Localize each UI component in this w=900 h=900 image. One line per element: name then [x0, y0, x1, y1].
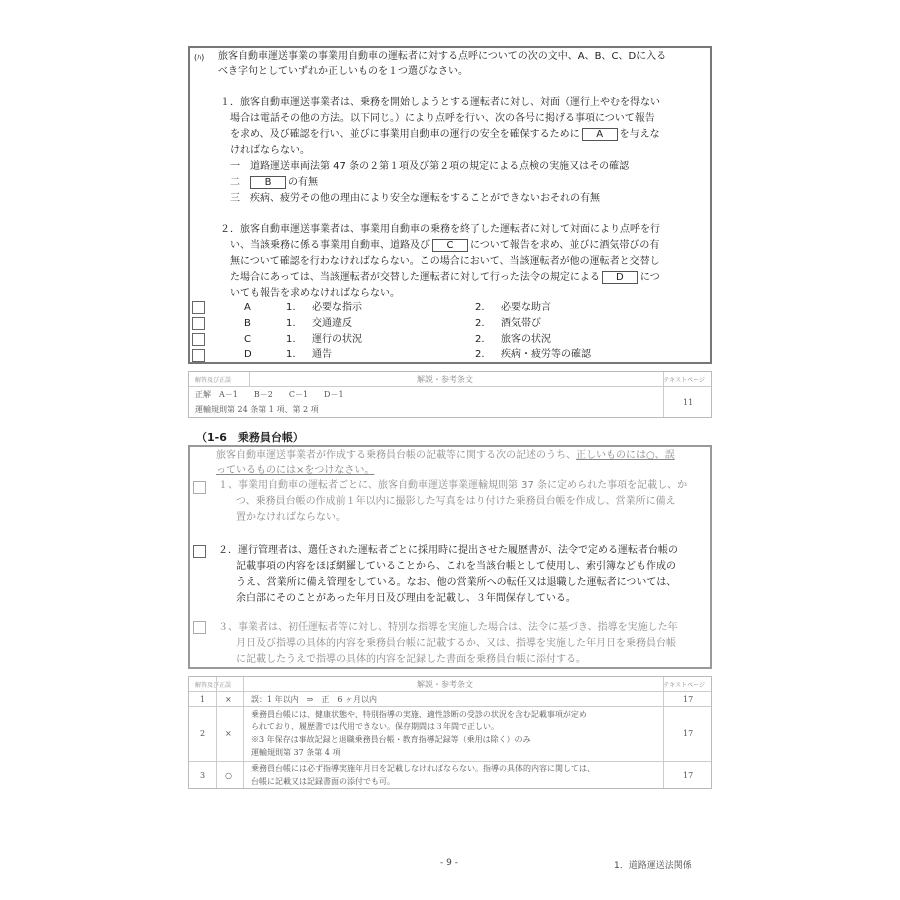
row-mark: ○	[225, 771, 232, 780]
answer-checkbox-c[interactable]	[192, 333, 205, 346]
choice-number: 1.	[286, 302, 296, 313]
answer-table-header	[189, 372, 711, 387]
choice-key: D	[244, 349, 252, 360]
answer-table-1	[188, 371, 712, 418]
paragraph-text: を求め、及び確認を行い、並びに事業用自動車の運行の安全を確保するために	[230, 129, 580, 140]
row-mark: ×	[225, 729, 232, 738]
choice-option: 必要な指示	[312, 302, 362, 313]
statement-3-line: ３、事業者は、初任運転者等に対し、特別な指導を実施した場合は、法令に基づき、指導を実施した年	[218, 622, 678, 633]
choice-key: B	[244, 318, 251, 329]
answer-checkbox-d[interactable]	[192, 349, 205, 362]
question-stem-text: 旅客自動車運送事業者が作成する乗務員台帳の記載等に関する次の記述のうち、	[216, 450, 576, 461]
statement-2-line: 記載事項の内容をほぼ網羅していることから、これを当該台帳として使用し、索引簿なども作成の	[236, 561, 676, 572]
list-item: 三 疾病、疲労その他の理由により安全な運転をすることができないおそれの有無	[230, 193, 600, 204]
paragraph-line: いても報告を求めなければならない。	[230, 288, 400, 299]
row-explanation: 運輸規則第 37 条第 4 項	[251, 748, 341, 757]
choice-key: C	[244, 334, 251, 345]
paragraph-line-with-blank	[230, 238, 659, 253]
paragraph-text: を与えな	[619, 129, 660, 140]
blank-d: D	[602, 271, 638, 284]
answer-reference: 運輸規則第 24 条第 1 項、第 2 項	[195, 405, 319, 414]
header-text-page: テキストページ	[663, 377, 705, 384]
header-answer: 解答及び正誤	[195, 682, 232, 689]
answer-table-header	[189, 677, 711, 692]
row-explanation: ※3 年保存は事故記録と退職乗務員台帳・教育指導記録等（乗用は除く）のみ	[251, 735, 531, 744]
statement-checkbox-3[interactable]	[193, 621, 206, 634]
statement-3-line: 月日及び指導の具体的内容を乗務員台帳に記載するか、又は、指導を実施した年月日を乗務員台帳	[236, 638, 676, 649]
choice-number: 2.	[475, 349, 485, 360]
blank-c: C	[432, 239, 468, 252]
paragraph-line: １．旅客自動車運送事業者は、乗務を開始しようとする運転者に対し、対面（運行上やむを得ない	[220, 97, 660, 108]
header-explanation: 解説・参考条文	[417, 375, 473, 384]
blank-b: B	[250, 176, 286, 189]
row-explanation: 誤：1 年以内 ⇒ 正 6 ヶ月以内	[251, 695, 377, 704]
choice-number: 2.	[475, 334, 485, 345]
question-stem-line: 旅客自動車運送事業の事業用自動車の運転者に対する点呼についての次の文中、A、B、C、Dに入る	[218, 51, 667, 62]
statement-checkbox-2[interactable]	[193, 545, 206, 558]
row-explanation: 乗務員台帳には、健康状態や、特別指導の実施、適性診断の受診の状況を含む記載事項が定め	[251, 710, 587, 719]
question-stem-line: べき字句としていずれか正しいものを１つ選びなさい。	[218, 66, 468, 77]
list-item-text: の有無	[288, 177, 318, 188]
row-explanation: られており、履歴書では代用できない。保存期間は３年間で正しい。	[251, 722, 499, 731]
row-page: 17	[683, 771, 694, 780]
header-explanation: 解説・参考条文	[417, 680, 473, 689]
choice-option: 運行の状況	[312, 334, 362, 345]
statement-1-line: つ、乗務員台帳の作成前１年以内に撮影した写真をはり付けた乗務員台帳を作成し、営業所に備え	[236, 496, 676, 507]
paragraph-line-with-blank	[230, 127, 660, 142]
answer-checkbox-b[interactable]	[192, 317, 205, 330]
choice-option: 必要な助言	[501, 302, 551, 313]
answer-table-2	[188, 676, 712, 789]
blank-a: A	[582, 128, 618, 141]
statement-2-line: 余白部にそのことがあった年月日及び理由を記載し、３年間保存している。	[236, 593, 576, 604]
question-stem-line	[216, 448, 675, 463]
statement-2-line: うえ、営業所に備え管理をしている。なお、他の営業所への転任又は退職した運転者については、	[236, 577, 677, 588]
section-title: （1-6 乗務員台帳）	[196, 431, 304, 444]
paragraph-line: ２．旅客自動車運送事業者は、事業用自動車の乗務を終了した運転者に対して対面により点呼を行	[220, 224, 660, 235]
choice-number: 1.	[286, 349, 296, 360]
answer-correct: 正解 A－1 B－2 C－1 D－1	[195, 390, 344, 399]
row-page: 17	[683, 695, 694, 704]
choice-key: A	[244, 302, 251, 313]
choice-option: 疾病・疲労等の確認	[501, 349, 591, 360]
paragraph-line: ければならない。	[230, 145, 310, 156]
page-number: - 9 -	[440, 858, 458, 868]
header-text-page: テキストページ	[663, 682, 705, 689]
choice-option: 旅客の状況	[501, 334, 551, 345]
chapter-label: 1．道路運送法関係	[614, 861, 692, 871]
paragraph-line: 場合は電話その他の方法。以下同じ。）により点呼を行い、次の各号に掲げる事項について報告	[230, 113, 655, 124]
choice-option: 通告	[312, 349, 332, 360]
paragraph-line-with-blank	[230, 270, 660, 285]
question-label: (ﾊ)	[194, 53, 205, 62]
question-stem-underlined: っているものには×をつけなさい。	[216, 465, 375, 476]
paragraph-text: い、当該乗務に係る事業用自動車、道路及び	[230, 240, 430, 251]
choice-option: 交通違反	[312, 318, 352, 329]
answer-checkbox-a[interactable]	[192, 301, 205, 314]
list-item-with-blank	[230, 175, 318, 190]
statement-1-line: １、事業用自動車の運転者ごとに、旅客自動車運送事業運輸規則第 37 条に定められた事項を記載し、か	[218, 480, 688, 491]
question-stem-underlined: 正しいものには○、誤	[576, 450, 675, 461]
statement-checkbox-1[interactable]	[193, 481, 206, 494]
statement-3-line: に記載したうえで指導の具体的内容を記録した書面を乗務員台帳に添付する。	[236, 654, 586, 665]
row-number: 2	[200, 729, 206, 738]
header-answer: 解答及び正誤	[195, 377, 232, 384]
row-explanation: 台帳に記載又は記録書面の添付でも可。	[251, 777, 395, 786]
row-mark: ×	[225, 695, 232, 704]
paragraph-line: 無について確認を行わなければならない。この場合において、当該運転者が他の運転者と交替し	[230, 256, 660, 267]
list-item-prefix: 二	[230, 177, 240, 188]
choice-number: 1.	[286, 334, 296, 345]
choice-number: 2.	[475, 302, 485, 313]
statement-2-line: ２．運行管理者は、選任された運転者ごとに採用時に提出させた履歴書が、法令で定める運転者台帳の	[218, 545, 678, 556]
paragraph-text: について報告を求め、並びに酒気帯びの有	[470, 240, 660, 251]
choice-number: 1.	[286, 318, 296, 329]
row-number: 1	[200, 695, 206, 704]
statement-1-line: 置かなければならない。	[236, 512, 346, 523]
choice-option: 酒気帯び	[501, 318, 541, 329]
paragraph-text: た場合にあっては、当該運転者が交替した運転者に対して行った法令の規定による	[230, 272, 600, 283]
list-item: 一 道路運送車両法第 47 条の２第１項及び第２項の規定による点検の実施又はその確認	[230, 161, 630, 172]
paragraph-text: につ	[639, 272, 660, 283]
row-explanation: 乗務員台帳には必ず指導実施年月日を記載しなければならない。指導の具体的内容に関しては、	[251, 764, 595, 773]
answer-page: 11	[683, 398, 694, 407]
row-number: 3	[200, 771, 206, 780]
choice-number: 2.	[475, 318, 485, 329]
row-page: 17	[683, 729, 694, 738]
